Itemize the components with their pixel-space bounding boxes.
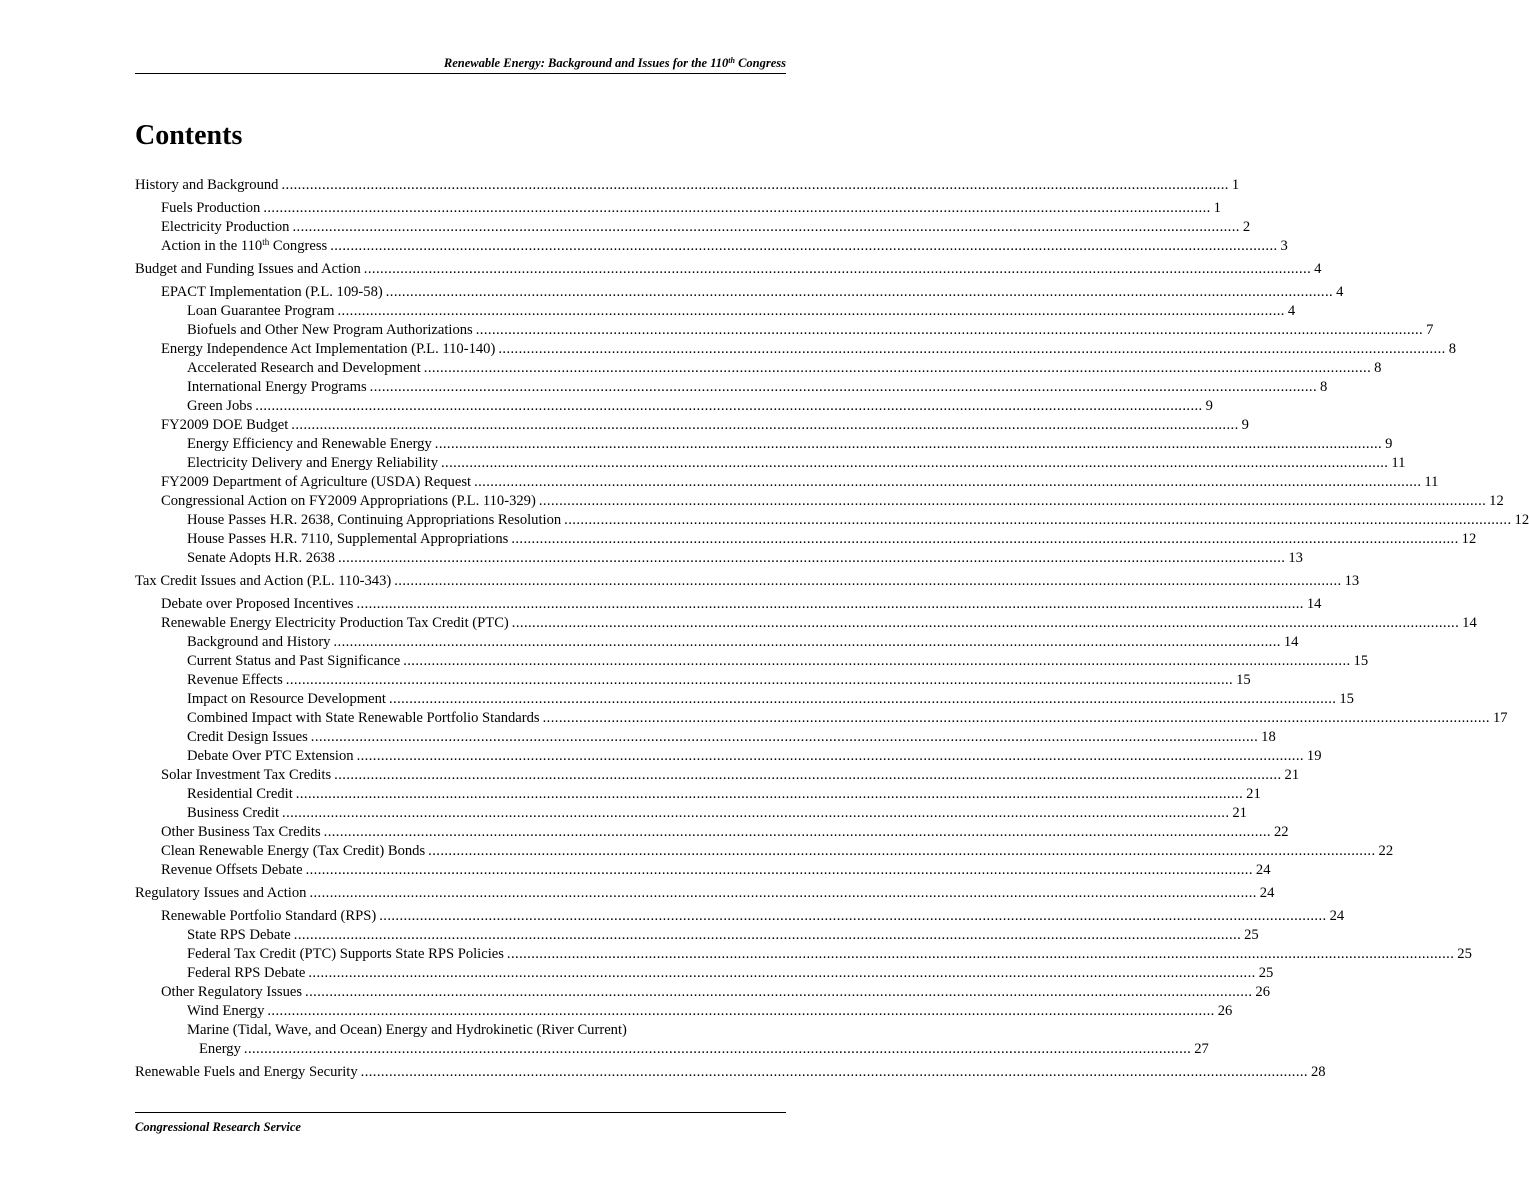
toc-entry-residential-credit[interactable]: Residential Credit ..... 21	[135, 785, 782, 804]
toc-entry-ptc[interactable]: Renewable Energy Electricity Production Tax Credit (PTC) ..... 14	[135, 614, 782, 633]
toc-entry-ptc-background[interactable]: Background and History ..... 14	[135, 633, 782, 652]
toc-entry-accelerated-rd[interactable]: Accelerated Research and Development ..... 8	[135, 359, 782, 378]
toc-entry-business-credit[interactable]: Business Credit ..... 21	[135, 804, 782, 823]
toc-entry-regulatory-issues[interactable]: Regulatory Issues and Action ..... 24	[135, 884, 782, 903]
toc-entry-usda-request[interactable]: FY2009 Department of Agriculture (USDA) Request ..... 11	[135, 473, 782, 492]
toc-entry-hr-7110[interactable]: House Passes H.R. 7110, Supplemental Appropriations ..... 12	[135, 530, 782, 549]
toc-entry-tax-credit-issues[interactable]: Tax Credit Issues and Action (P.L. 110-343) ..... 13	[135, 572, 782, 591]
toc-entry-resource-development[interactable]: Impact on Resource Development ..... 15	[135, 690, 782, 709]
toc-entry-history-and-background[interactable]: History and Background ..... 1	[135, 176, 782, 195]
toc-entry-revenue-offsets[interactable]: Revenue Offsets Debate ..... 24	[135, 861, 782, 880]
toc-entry-combined-impact-rps[interactable]: Combined Impact with State Renewable Portfolio Standards ..... 17	[135, 709, 782, 728]
toc-entry-debate-incentives[interactable]: Debate over Proposed Incentives ..... 14	[135, 595, 782, 614]
toc-entry-congressional-action-fy2009[interactable]: Congressional Action on FY2009 Appropriations (P.L. 110-329) ..... 12	[135, 492, 782, 511]
toc-entry-hr-2638-house[interactable]: House Passes H.R. 2638, Continuing Appropriations Resolution ..... 12	[135, 511, 782, 530]
toc-entry-electricity-production[interactable]: Electricity Production ..... 2	[135, 218, 782, 237]
toc-entry-state-rps-debate[interactable]: State RPS Debate ..... 25	[135, 926, 782, 945]
toc-entry-renewable-fuels-security[interactable]: Renewable Fuels and Energy Security ..... 28	[135, 1063, 782, 1082]
toc-entry-eere[interactable]: Energy Efficiency and Renewable Energy ..... 9	[135, 435, 782, 454]
toc-entry-budget-and-funding[interactable]: Budget and Funding Issues and Action ..... 4	[135, 260, 782, 279]
toc-entry-other-regulatory[interactable]: Other Regulatory Issues ..... 26	[135, 983, 782, 1002]
toc-entry-rps[interactable]: Renewable Portfolio Standard (RPS) ..... 24	[135, 907, 782, 926]
toc-entry-fy2009-doe-budget[interactable]: FY2009 DOE Budget ..... 9	[135, 416, 782, 435]
toc-entry-biofuels-authorizations[interactable]: Biofuels and Other New Program Authorizations ..... 7	[135, 321, 782, 340]
toc-entry-epact-implementation[interactable]: EPACT Implementation (P.L. 109-58) ..... 4	[135, 283, 782, 302]
toc-entry-ptc-supports-rps[interactable]: Federal Tax Credit (PTC) Supports State RPS Policies ..... 25	[135, 945, 782, 964]
toc-entry-current-status[interactable]: Current Status and Past Significance ..... 15	[135, 652, 782, 671]
toc-entry-action-110th-congress[interactable]: Action in the 110th Congress ..... 3	[135, 237, 782, 256]
toc-entry-credit-design[interactable]: Credit Design Issues ..... 18	[135, 728, 782, 747]
toc-entry-energy-independence-act[interactable]: Energy Independence Act Implementation (P.L. 110-140) ..... 8	[135, 340, 782, 359]
toc-entry-marine-hydrokinetic[interactable]: Marine (Tidal, Wave, and Ocean) Energy and Hydrokinetic (River Current) Energy..... 27	[135, 1021, 782, 1059]
toc-entry-clean-renewable-bonds[interactable]: Clean Renewable Energy (Tax Credit) Bonds ..... 22	[135, 842, 782, 861]
toc-entry-federal-rps-debate[interactable]: Federal RPS Debate ..... 25	[135, 964, 782, 983]
page-title: Contents	[135, 120, 243, 151]
toc-entry-ptc-extension[interactable]: Debate Over PTC Extension ..... 19	[135, 747, 782, 766]
running-footer: Congressional Research Service	[135, 1112, 786, 1135]
toc-entry-green-jobs[interactable]: Green Jobs ..... 9	[135, 397, 782, 416]
toc-entry-revenue-effects[interactable]: Revenue Effects ..... 15	[135, 671, 782, 690]
running-header: Renewable Energy: Background and Issues for the 110th Congress	[135, 56, 786, 74]
toc-entry-hr-2638-senate[interactable]: Senate Adopts H.R. 2638 ..... 13	[135, 549, 782, 568]
toc-entry-international-energy[interactable]: International Energy Programs ..... 8	[135, 378, 782, 397]
toc-entry-other-business-credits[interactable]: Other Business Tax Credits ..... 22	[135, 823, 782, 842]
toc-entry-electricity-delivery[interactable]: Electricity Delivery and Energy Reliability ..... 11	[135, 454, 782, 473]
toc-entry-solar-itc[interactable]: Solar Investment Tax Credits ..... 21	[135, 766, 782, 785]
toc-entry-fuels-production[interactable]: Fuels Production ..... 1	[135, 199, 782, 218]
table-of-contents	[135, 176, 1529, 1082]
toc-entry-wind-energy[interactable]: Wind Energy ..... 26	[135, 1002, 782, 1021]
toc-entry-loan-guarantee[interactable]: Loan Guarantee Program ..... 4	[135, 302, 782, 321]
